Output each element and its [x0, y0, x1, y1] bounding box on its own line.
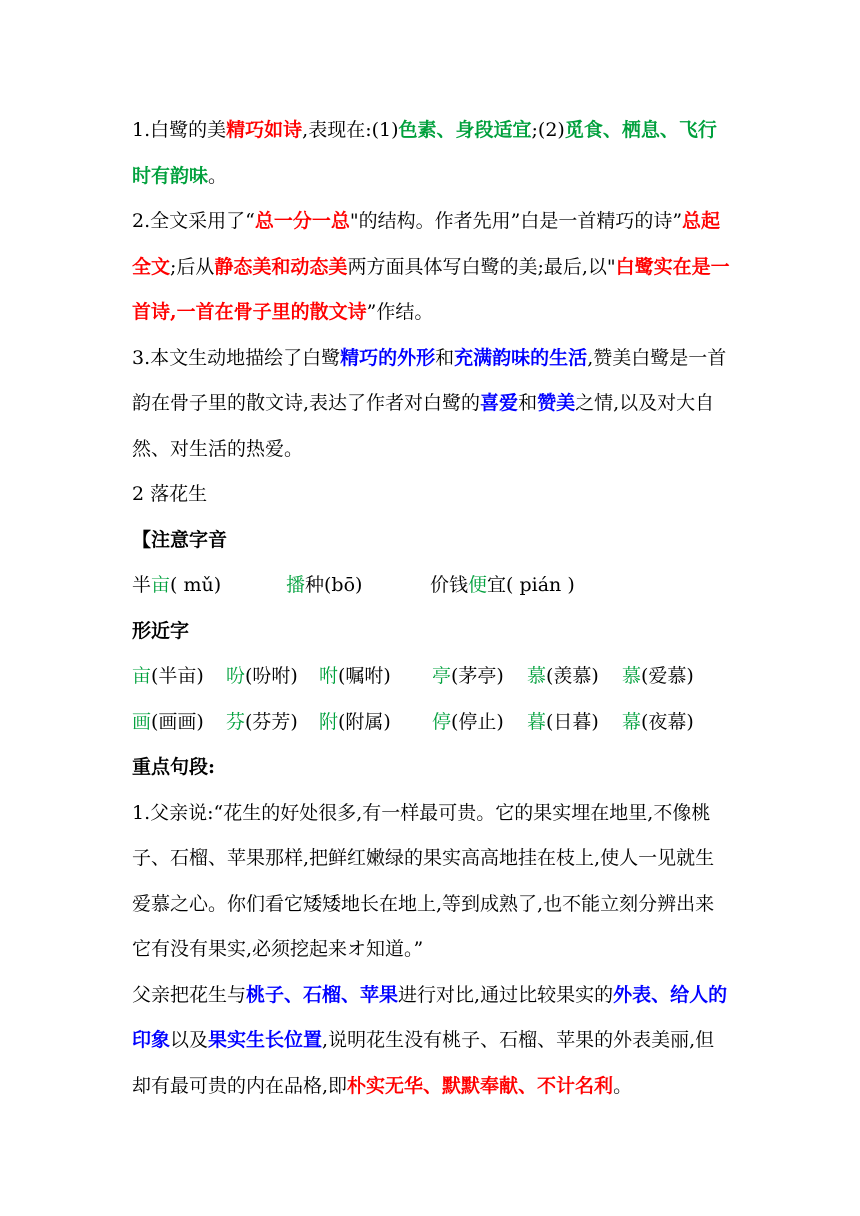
highlight-red: 总一分一总	[254, 210, 350, 232]
pron-item	[286, 563, 430, 609]
text: (半亩)	[151, 665, 204, 687]
green-char: 吩	[226, 665, 246, 687]
key-passages-heading: 重点句段:	[132, 756, 216, 778]
green-char: 便	[468, 574, 488, 596]
similar-item	[132, 654, 226, 700]
green-char: 慕	[527, 665, 547, 687]
similar-item	[319, 700, 432, 746]
text: ;后从	[170, 255, 215, 278]
highlight-green: 色素、身段适宜	[398, 119, 532, 141]
summary-point-2	[132, 199, 732, 336]
text: ”作结。	[366, 301, 434, 323]
similar-item	[226, 700, 319, 746]
green-char: 附	[319, 710, 339, 733]
highlight-blue: 果实生长位置	[208, 1029, 323, 1051]
text: ,说明花生没有桃子、石榴、苹果的外表美丽,但却有最可贵的内在品格,即	[132, 1029, 715, 1097]
similar-item	[432, 654, 527, 700]
highlight-red: 总起全文	[132, 210, 721, 278]
highlight-red: 静态美和动态美	[214, 255, 348, 278]
green-char: 亭	[432, 665, 452, 687]
highlight-red: 朴实无华、默默奉献、不计名利	[347, 1074, 614, 1097]
similar-chars-heading: 形近字	[132, 619, 190, 642]
green-char: 慕	[622, 665, 642, 687]
text: 和	[435, 346, 455, 369]
highlight-blue: 桃子、石榴、苹果	[246, 983, 399, 1006]
pronunciation-heading: 【注意字音	[132, 528, 228, 551]
text: 两方面具体写白鹭的美;最后,以"	[347, 255, 616, 278]
similar-item	[622, 654, 694, 700]
highlight-blue: 外表、给人的印象	[132, 983, 728, 1051]
pron-item	[430, 563, 575, 609]
father-quote: 1.父亲说:“花生的好处很多,有一样最可贵。它的果实埋在地里,不像桃子、石榴、苹果那样,把鲜红嫩绿的果实高高地挂在枝上,使人一见就生爱慕之心。你们看它矮矮地长在地上,等到成熟了,也不能立刻分辨出来它有没有果实,必须挖起来オ知道。”	[132, 801, 715, 960]
highlight-blue: 充满韵味的生活	[454, 346, 588, 369]
pronunciation-row	[132, 563, 732, 609]
similar-item	[132, 700, 226, 746]
green-char: 亩	[132, 665, 152, 687]
text: (茅亭)	[451, 665, 504, 687]
similar-item	[527, 654, 622, 700]
text: (附属)	[338, 710, 391, 733]
text: ;(2)	[531, 119, 565, 141]
text: (停止)	[451, 710, 504, 733]
text: (画画)	[151, 710, 204, 733]
highlight-red: 精巧如诗	[226, 119, 303, 141]
similar-item	[226, 654, 319, 700]
text: 。	[613, 1074, 633, 1097]
document-body	[132, 108, 732, 1109]
highlight-red: 白鹭实在是一首诗,一首在骨子里的散文诗	[132, 255, 730, 323]
text: 种(bō)	[305, 574, 363, 596]
quote-analysis	[132, 973, 732, 1110]
text: 父亲把花生与	[132, 983, 247, 1006]
text: 进行对比,通过比较果实的	[398, 983, 614, 1006]
summary-point-3	[132, 336, 732, 473]
lesson-title: 2 落花生	[132, 483, 208, 505]
similar-item	[622, 700, 694, 746]
green-char: 芬	[226, 710, 246, 733]
text: ,赞美白鹭是一首韵在骨子里的散文诗,表达了作者对白鹭的	[132, 346, 727, 414]
text: (日暮)	[546, 710, 599, 733]
highlight-blue: 精巧的外形	[340, 346, 436, 369]
text: 以及	[170, 1029, 209, 1051]
green-char: 亩	[151, 574, 171, 596]
text: 价钱	[430, 574, 469, 596]
highlight-green: 觅食、栖息、飞行时有韵味	[132, 119, 717, 187]
similar-item	[432, 700, 527, 746]
similar-chars-row	[132, 700, 732, 746]
text: (夜幕)	[641, 710, 694, 733]
green-char: 幕	[622, 710, 642, 733]
green-char: 咐	[319, 665, 339, 687]
similar-item	[319, 654, 432, 700]
text: 半	[132, 574, 152, 596]
text: (吩咐)	[245, 665, 298, 687]
text: "的结构。作者先用”白是一首精巧的诗”	[349, 210, 683, 232]
green-char: 暮	[527, 710, 547, 733]
text: (芬芳)	[245, 710, 298, 733]
highlight-blue: 赞美	[537, 392, 576, 414]
highlight-blue: 喜爱	[480, 392, 519, 414]
green-char: 画	[132, 710, 152, 733]
text: 2.全文采用了“	[132, 210, 255, 232]
text: (嘱咐)	[338, 665, 391, 687]
pron-item	[132, 563, 286, 609]
similar-chars-row	[132, 654, 732, 700]
text: (爱慕)	[641, 665, 694, 687]
summary-point-1	[132, 108, 732, 199]
green-char: 播	[286, 574, 306, 596]
text: 宜( pián )	[487, 574, 575, 596]
green-char: 停	[432, 710, 452, 733]
text: ( mǔ)	[170, 574, 222, 596]
text: 。	[208, 164, 228, 187]
text: 3.本文生动地描绘了白鹭	[132, 346, 341, 369]
similar-item	[527, 700, 622, 746]
text: 和	[518, 392, 538, 414]
text: (羡慕)	[546, 665, 599, 687]
text: 之情,以及对大自然、对生活的热爱。	[132, 392, 715, 460]
text: 1.白鹭的美	[132, 119, 227, 141]
text: ,表现在:(1)	[302, 119, 399, 141]
